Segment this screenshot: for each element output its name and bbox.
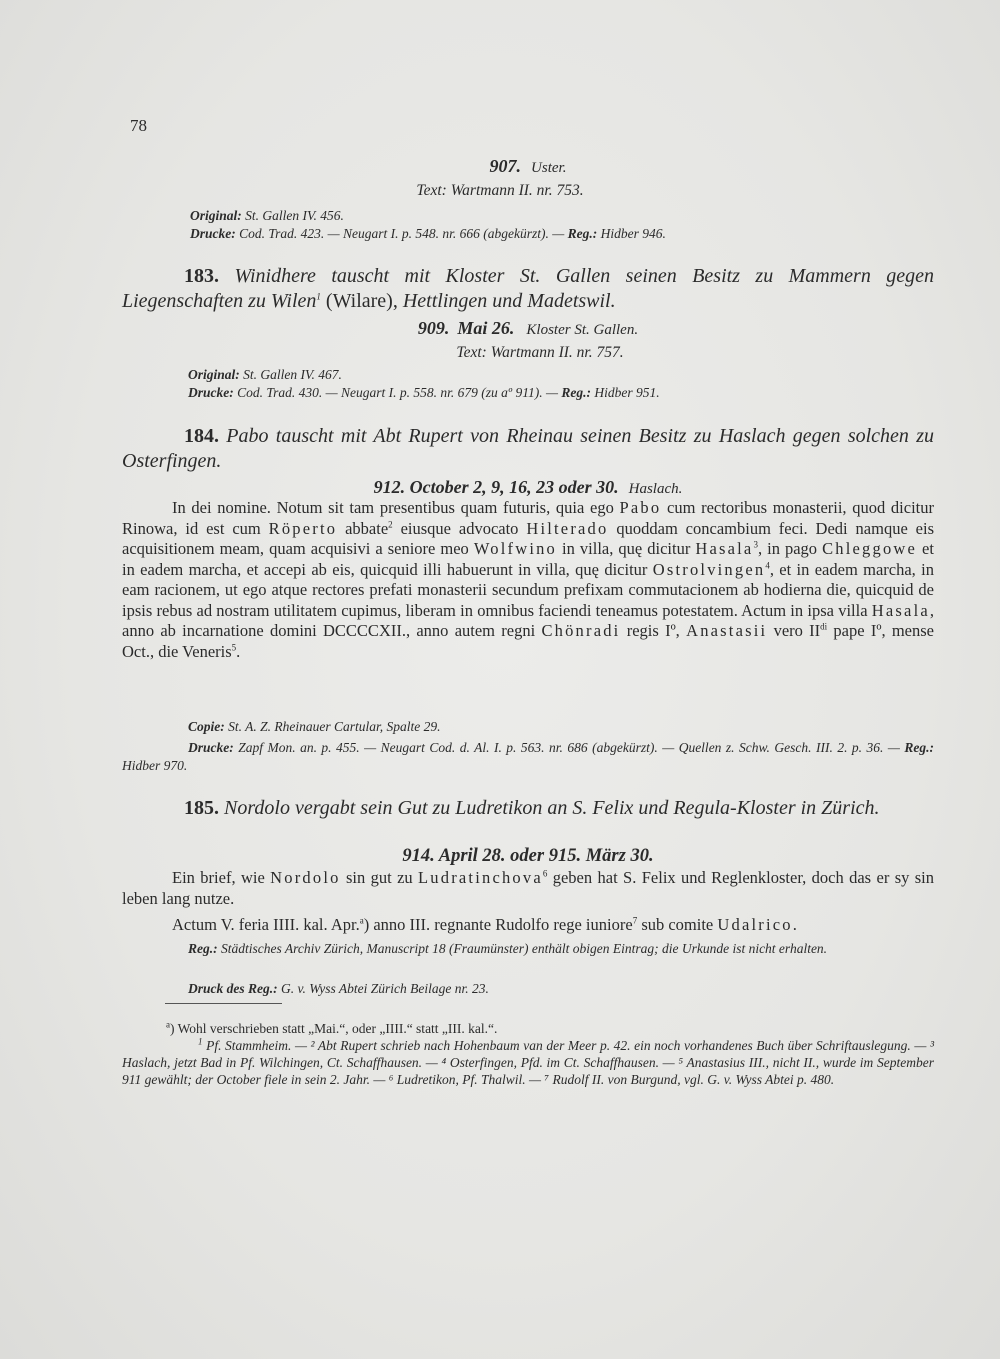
doc183-title: Winidhere tauscht mit Kloster St. Gallen seinen Besitz zu Mammern gegen Liegenschaften zu Wilen [122,265,935,312]
name-ludratinchova: Ludratinchova [418,868,543,887]
doc185-druck-label: Druck des Reg.: [188,981,278,996]
doc907-text-source: Text: Wartmann II. nr. 753. [416,182,584,199]
doc184-date: 912. October 2, 9, 16, 23 oder 30. [373,477,619,497]
doc183-drucke-value: Cod. Trad. 430. — Neugart I. p. 558. nr. 679 (zu aº 911). — [237,385,558,400]
doc184-text-8: et in eadem marcha, et accepi ab eis, quicquid illi habuerunt in villa, quę dicitur [122,539,934,579]
doc184-reg-value: Hidber 970. [122,758,188,773]
doc184-text-7: , in pago [757,539,823,558]
doc185-dateline [122,846,934,867]
footnotes-numbered-text: Pf. Stammheim. — ² Abt Rupert schrieb nach Hohenbaum van der Meer p. 42. ein noch vorhandenes Buch über Schriftauslegung. — ³ Haslach, jetzt Bad in Pf. Wilchingen, Ct. Schaffhausen. — ⁴ Osterfingen, Pfd. im Ct. Schaffhausen. — ⁵ Anastasius III., nicht II., wurde im September 911 gewählt; der October fiele in sein 2. Jahr. — ⁶ Ludretikon, Pf. Thalwil. — ⁷ Rudolf II. von Burgund, vgl. G. v. Wyss Abtei p. 480. [122,1038,934,1087]
doc184-drucke-label: Drucke: [188,740,234,755]
doc907-reg-value: Hidber 946. [600,226,666,241]
footnote-ref-6: 6 [542,868,548,879]
doc183-number: 183. [184,265,219,287]
name-hasala-2: Hasala [871,600,930,620]
doc185-text-1b: sin gut zu [340,868,419,887]
footnote-a [122,1020,934,1037]
doc184-copie [188,718,934,736]
doc184-text-9: , et in eadem marcha, in eam racionem, ut ego atque rectores prefati monasterii secundum prefixam commutacionem ab hodierna die, quicquid de ipsis rebus ad nostram utilitatem cupimus, liberam in omnibus faciendi teneamus potestatem. Actum in ipsa villa [122,559,934,620]
doc183-title-rest: Hettlingen und Madetswil. [397,290,616,312]
doc907-reg-label: Reg.: [567,226,598,241]
footnote-ref-7: 7 [632,915,638,926]
doc185-paragraph-1 [122,868,934,909]
name-hasala: Hasala [695,539,754,558]
doc185-number: 185. [184,797,219,819]
doc184-copie-label: Copie: [188,719,225,734]
doc184-text-10: , anno ab incarnatione domini DCCCCXII., anno autem regni [122,600,934,640]
doc183-drucke-label: Drucke: [188,385,234,400]
page-number: 78 [130,116,147,135]
footnote-ref-4: 4 [765,560,770,570]
footnotes-numbered [122,1037,934,1088]
footnote-1-mark: 1 [198,1036,203,1047]
doc907-original [190,207,934,225]
doc183-place: Kloster St. Gallen. [526,322,639,338]
name-ostrolvingen: Ostrolvingen [652,559,766,579]
doc185-text [122,868,934,936]
doc184-text-3: abbate [337,518,389,538]
name-pabo: Pabo [619,498,662,517]
doc183-reg-label: Reg.: [561,385,591,400]
name-roperto: Röperto [268,518,338,538]
doc185-text-2b: ) anno III. regnante Rudolfo rege iuniore [363,915,633,934]
doc183-original-value: St. Gallen IV. 467. [243,367,342,382]
doc185-date: 914. April 28. oder 915. März 30. [402,846,654,866]
doc183-heading [122,264,934,314]
doc907-drucke-label: Drucke: [190,226,236,241]
doc185-text-2c: sub comite [637,915,718,934]
doc184-text-5: quoddam concambium feci. Dedi namque eis acquisitionem meam, quam acquisivi a seniore meo [122,518,934,558]
doc183-text-source: Text: Wartmann II. nr. 757. [456,344,624,361]
footnotes [122,1020,934,1088]
doc184-copie-value: St. A. Z. Rheinauer Cartular, Spalte 29. [228,719,441,734]
doc907-place: Uster. [531,160,567,176]
doc185-paragraph-2 [122,915,934,936]
name-udalrico: Udalrico [717,915,793,934]
doc185-text-2d: . [792,915,797,934]
doc185-text-1a: Ein brief, wie [172,868,271,887]
doc184-text-12: vero II [767,621,821,640]
footnote-ref-2: 2 [388,519,393,529]
doc184-text-1: In dei nomine. Notum sit tam presentibus quam futuris, quia ego [172,498,620,517]
doc184-dateline [122,477,934,498]
doc184-drucke [122,739,934,775]
doc183-original [188,366,934,384]
name-chonradi: Chönradi [541,621,621,640]
doc183-day: Mai 26. [457,318,515,338]
doc183-title-wilare: (Wilare), [320,290,398,312]
doc183-year: 909. [417,318,450,338]
doc183-original-label: Original: [188,367,240,382]
footnote-ref-3: 3 [753,539,758,550]
superscript-di: di [820,621,828,632]
doc184-text-2: cum rectoribus monasterii, quod dicitur Rinowa, id est cum [122,498,934,538]
doc185-druck [188,980,934,998]
doc907-drucke-value: Cod. Trad. 423. — Neugart I. p. 548. nr. 666 (abgekürzt). — [239,226,565,241]
doc184-text-11: regis Iº, [620,621,687,640]
doc183-drucke [188,384,934,402]
doc184-title: Pabo tauscht mit Abt Rupert von Rheinau seinen Besitz zu Haslach gegen solchen zu Osterfingen. [122,425,934,472]
footnote-a-text: ) Wohl verschrieben statt „Mai.“, oder „IIII.“ statt „III. kal.“. [170,1021,498,1036]
doc185-druck-value: G. v. Wyss Abtei Zürich Beilage nr. 23. [281,981,489,996]
doc907-drucke [190,225,934,243]
doc185-heading [122,796,934,821]
doc184-reg-label: Reg.: [904,740,935,755]
doc907-original-value: St. Gallen IV. 456. [245,208,344,223]
name-hilterado: Hilterado [526,518,609,538]
footnote-divider [165,1003,282,1004]
doc183-fn1: 1 [316,291,321,302]
doc184-text-13: pape Iº, mense Oct., die Veneris [122,621,934,661]
name-wolfwino: Wolfwino [473,539,558,558]
doc907-original-label: Original: [190,208,242,223]
doc185-reg-label: Reg.: [188,941,218,956]
doc907-year: 907. [489,156,522,176]
doc185-text-1c: geben hat S. Felix und Reglenkloster, doch das er sy sin leben lang nutze. [122,868,935,908]
doc185-title: Nordolo vergabt sein Gut zu Ludretikon an S. Felix und Regula-Kloster in Zürich. [224,797,880,819]
doc184-heading [122,424,934,474]
doc184-text-6: in villa, quę dicitur [557,539,696,558]
doc184-place: Haslach. [628,481,683,497]
name-nordolo: Nordolo [270,868,341,887]
doc185-reg-value: Städtisches Archiv Zürich, Manuscript 18 (Fraumünster) enthält obigen Eintrag; die Urkunde ist nicht erhalten. [221,941,828,956]
footnote-ref-a: a [359,915,364,926]
doc183-dateline [122,318,934,339]
doc184-text-4: eiusque advocato [392,518,527,538]
doc184-charter-text [122,498,934,662]
doc184-text-14: . [236,641,241,661]
name-chleggowe: Chleggowe [822,539,918,558]
doc184-drucke-value: Zapf Mon. an. p. 455. — Neugart Cod. d. Al. I. p. 563. nr. 686 (abgekürzt). — Quellen z. Schw. Gesch. III. 2. p. 36. — [238,740,900,755]
footnote-ref-5: 5 [231,642,237,652]
doc185-reg [122,940,934,958]
doc907-dateline [122,156,934,177]
doc184-number: 184. [184,425,219,447]
footnote-a-mark: a [166,1019,170,1030]
doc183-reg-value: Hidber 951. [594,385,660,400]
name-anastasii: Anastasii [686,621,768,640]
doc185-text-2a: Actum V. feria IIII. kal. Apr. [172,915,360,934]
